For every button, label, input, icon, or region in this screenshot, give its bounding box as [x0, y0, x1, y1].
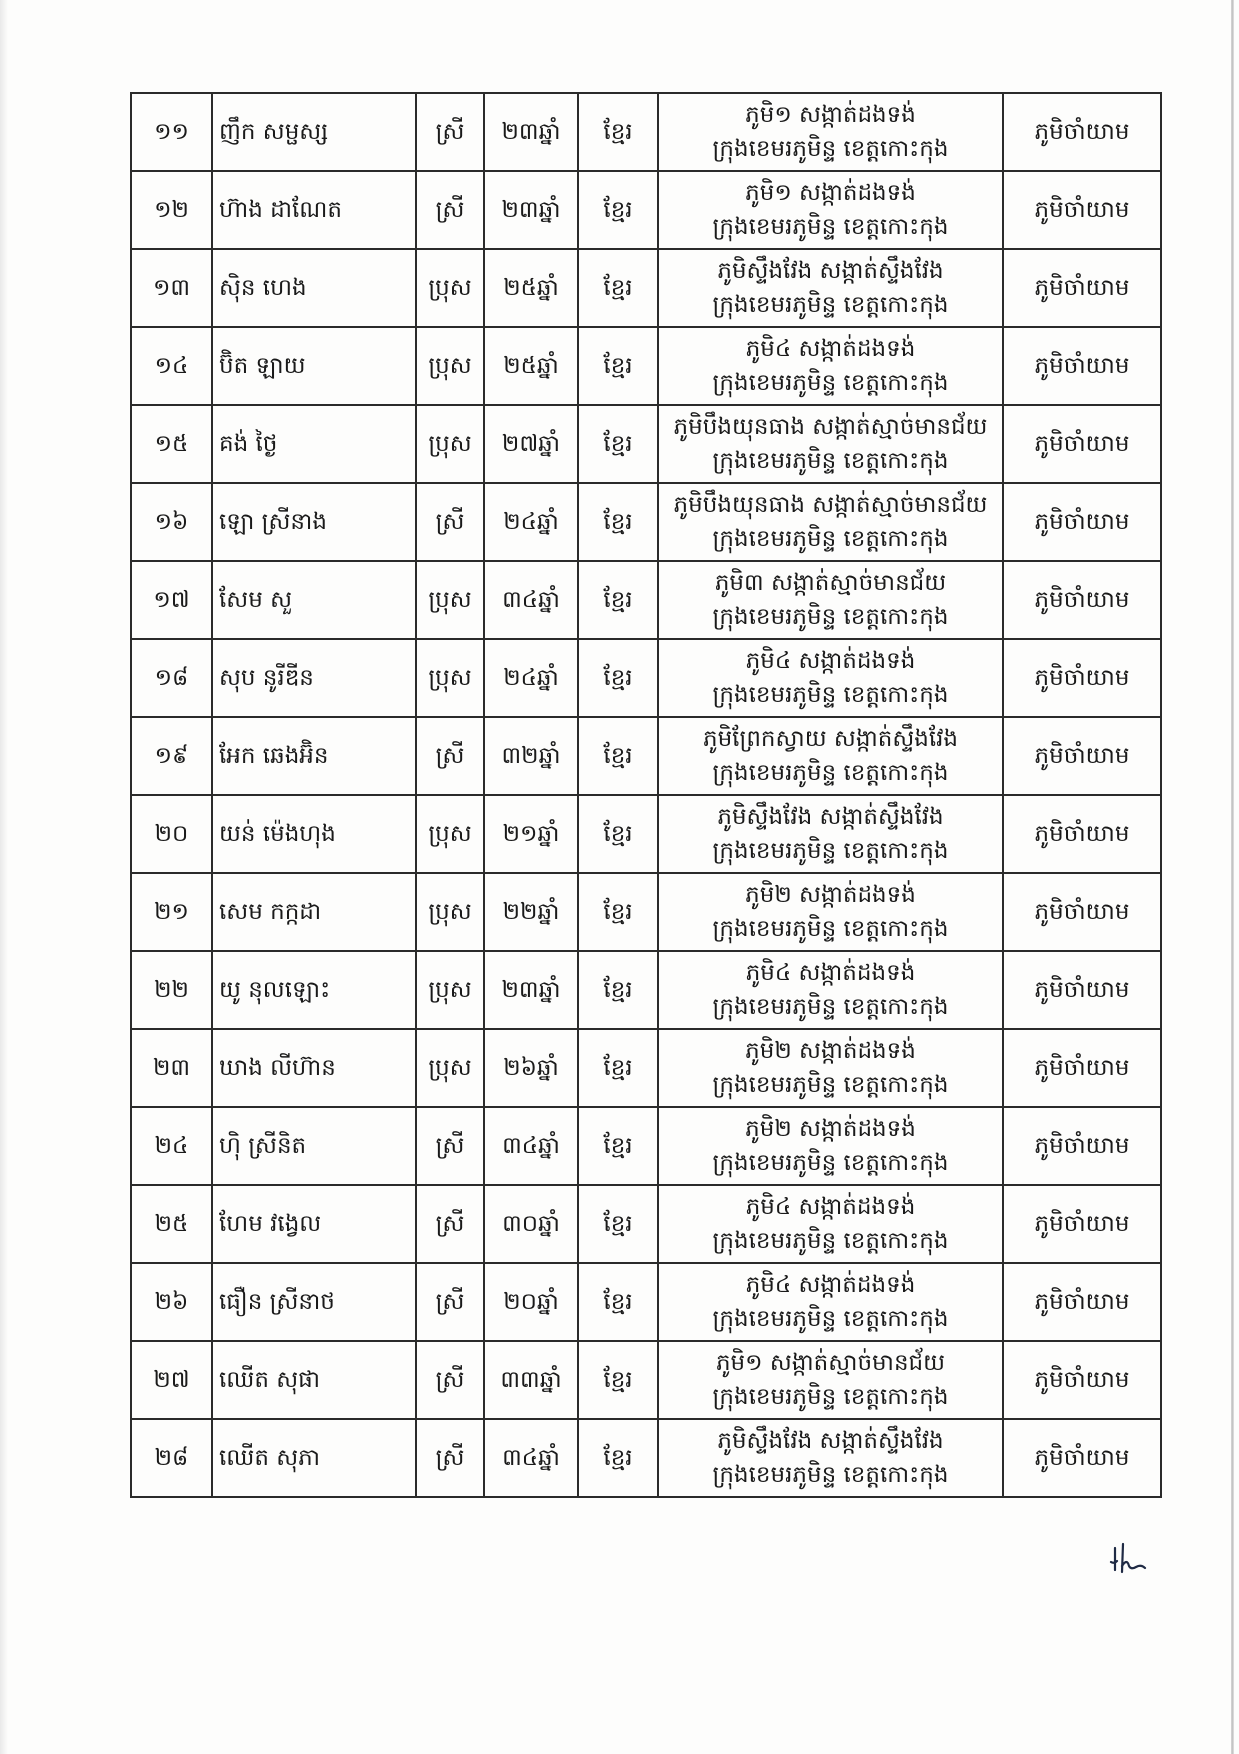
- nationality-cell: ខ្មែរ: [578, 951, 658, 1029]
- nationality-cell: ខ្មែរ: [578, 1107, 658, 1185]
- scan-shadow: [0, 0, 8, 1754]
- address-line-1: ភូមិ១ សង្កាត់ដងទង់: [745, 102, 916, 128]
- sex-cell: ស្រី: [416, 93, 484, 171]
- table-row: [131, 1341, 1161, 1419]
- address-line-1: ភូមិ៤ សង្កាត់ដងទង់: [745, 1194, 916, 1220]
- age-cell: ២៣ឆ្នាំ: [484, 93, 578, 171]
- sex-cell: ប្រុស: [416, 561, 484, 639]
- sex-cell: ប្រុស: [416, 873, 484, 951]
- table-row: [131, 795, 1161, 873]
- address-line-2: ក្រុងខេមរភូមិន្ទ ខេត្តកោះកុង: [712, 1228, 949, 1254]
- table-row: [131, 1029, 1161, 1107]
- sex-cell: ប្រុស: [416, 405, 484, 483]
- role-cell: ភូមិចាំយាម: [1003, 717, 1161, 795]
- age-cell: ២៥ឆ្នាំ: [484, 249, 578, 327]
- person-name: ហ៊ាង ដាណែត: [212, 171, 416, 249]
- address-cell: [658, 951, 1003, 1029]
- address-cell: [658, 561, 1003, 639]
- row-number: ២៧: [131, 1341, 212, 1419]
- address-line-1: ភូមិ១ សង្កាត់ស្មាច់មានជ័យ: [715, 1350, 946, 1376]
- sex-cell: ស្រី: [416, 171, 484, 249]
- row-number: ២០: [131, 795, 212, 873]
- person-name: ធឿន ស្រីនាថ: [212, 1263, 416, 1341]
- table-row: [131, 717, 1161, 795]
- row-number: ១៩: [131, 717, 212, 795]
- person-name: ប៊ិត ឡាយ: [212, 327, 416, 405]
- role-cell: ភូមិចាំយាម: [1003, 639, 1161, 717]
- nationality-cell: ខ្មែរ: [578, 171, 658, 249]
- address-line-1: ភូមិស្ទឹងវែង សង្កាត់ស្ទឹងវែង: [717, 1428, 944, 1454]
- table-row: [131, 1185, 1161, 1263]
- age-cell: ២០ឆ្នាំ: [484, 1263, 578, 1341]
- person-name: ឈើត សុផា: [212, 1341, 416, 1419]
- age-cell: ២២ឆ្នាំ: [484, 873, 578, 951]
- address-cell: [658, 1341, 1003, 1419]
- sex-cell: ស្រី: [416, 1263, 484, 1341]
- sex-cell: ប្រុស: [416, 951, 484, 1029]
- address-line-2: ក្រុងខេមរភូមិន្ទ ខេត្តកោះកុង: [712, 682, 949, 708]
- table-row: [131, 249, 1161, 327]
- address-line-2: ក្រុងខេមរភូមិន្ទ ខេត្តកោះកុង: [712, 604, 949, 630]
- address-line-1: ភូមិ៤ សង្កាត់ដងទង់: [745, 648, 916, 674]
- address-line-1: ភូមិ១ សង្កាត់ដងទង់: [745, 180, 916, 206]
- role-cell: ភូមិចាំយាម: [1003, 1419, 1161, 1497]
- sex-cell: ប្រុស: [416, 639, 484, 717]
- sex-cell: ប្រុស: [416, 249, 484, 327]
- address-cell: [658, 171, 1003, 249]
- sex-cell: ស្រី: [416, 1185, 484, 1263]
- role-cell: ភូមិចាំយាម: [1003, 1029, 1161, 1107]
- address-line-2: ក្រុងខេមរភូមិន្ទ ខេត្តកោះកុង: [712, 448, 949, 474]
- row-number: ១៨: [131, 639, 212, 717]
- table-row: [131, 93, 1161, 171]
- nationality-cell: ខ្មែរ: [578, 639, 658, 717]
- age-cell: ៣៤ឆ្នាំ: [484, 1107, 578, 1185]
- address-line-2: ក្រុងខេមរភូមិន្ទ ខេត្តកោះកុង: [712, 136, 949, 162]
- address-line-1: ភូមិ៤ សង្កាត់ដងទង់: [745, 960, 916, 986]
- address-line-2: ក្រុងខេមរភូមិន្ទ ខេត្តកោះកុង: [712, 526, 949, 552]
- person-name: ហែម វង្វេល: [212, 1185, 416, 1263]
- roster-table: [130, 92, 1162, 1498]
- role-cell: ភូមិចាំយាម: [1003, 873, 1161, 951]
- nationality-cell: ខ្មែរ: [578, 405, 658, 483]
- sex-cell: ស្រី: [416, 483, 484, 561]
- row-number: ២៣: [131, 1029, 212, 1107]
- address-line-1: ភូមិ២ សង្កាត់ដងទង់: [745, 882, 916, 908]
- row-number: ១៣: [131, 249, 212, 327]
- nationality-cell: ខ្មែរ: [578, 873, 658, 951]
- role-cell: ភូមិចាំយាម: [1003, 951, 1161, 1029]
- role-cell: ភូមិចាំយាម: [1003, 1107, 1161, 1185]
- nationality-cell: ខ្មែរ: [578, 795, 658, 873]
- nationality-cell: ខ្មែរ: [578, 717, 658, 795]
- address-line-1: ភូមិបឹងយុនធាង សង្កាត់ស្មាច់មានជ័យ: [673, 492, 988, 518]
- address-line-1: ភូមិ២ សង្កាត់ដងទង់: [745, 1116, 916, 1142]
- address-line-2: ក្រុងខេមរភូមិន្ទ ខេត្តកោះកុង: [712, 994, 949, 1020]
- age-cell: ៣០ឆ្នាំ: [484, 1185, 578, 1263]
- address-cell: [658, 1263, 1003, 1341]
- address-cell: [658, 327, 1003, 405]
- address-line-1: ភូមិស្ទឹងវែង សង្កាត់ស្ទឹងវែង: [717, 804, 944, 830]
- nationality-cell: ខ្មែរ: [578, 1263, 658, 1341]
- table-row: [131, 327, 1161, 405]
- row-number: ១៧: [131, 561, 212, 639]
- address-line-1: ភូមិព្រែកស្វាយ សង្កាត់ស្ទឹងវែង: [702, 726, 959, 752]
- row-number: ២២: [131, 951, 212, 1029]
- address-cell: [658, 717, 1003, 795]
- nationality-cell: ខ្មែរ: [578, 93, 658, 171]
- age-cell: ២៤ឆ្នាំ: [484, 483, 578, 561]
- sex-cell: ស្រី: [416, 1107, 484, 1185]
- page-edge: [1231, 0, 1234, 1754]
- person-name: ឈើត សុភា: [212, 1419, 416, 1497]
- address-line-2: ក្រុងខេមរភូមិន្ទ ខេត្តកោះកុង: [712, 838, 949, 864]
- age-cell: ៣២ឆ្នាំ: [484, 717, 578, 795]
- person-name: អែក ឆេងអ៊ិន: [212, 717, 416, 795]
- age-cell: ២៣ឆ្នាំ: [484, 951, 578, 1029]
- role-cell: ភូមិចាំយាម: [1003, 249, 1161, 327]
- address-cell: [658, 405, 1003, 483]
- role-cell: ភូមិចាំយាម: [1003, 171, 1161, 249]
- person-name: យន់ ម៉េងហុង: [212, 795, 416, 873]
- address-line-2: ក្រុងខេមរភូមិន្ទ ខេត្តកោះកុង: [712, 1150, 949, 1176]
- table-row: [131, 951, 1161, 1029]
- role-cell: ភូមិចាំយាម: [1003, 795, 1161, 873]
- row-number: ២៥: [131, 1185, 212, 1263]
- nationality-cell: ខ្មែរ: [578, 483, 658, 561]
- role-cell: ភូមិចាំយាម: [1003, 405, 1161, 483]
- person-name: ហ៊ិ ស្រីនិត: [212, 1107, 416, 1185]
- address-line-2: ក្រុងខេមរភូមិន្ទ ខេត្តកោះកុង: [712, 1306, 949, 1332]
- age-cell: ២៧ឆ្នាំ: [484, 405, 578, 483]
- nationality-cell: ខ្មែរ: [578, 561, 658, 639]
- row-number: ១៤: [131, 327, 212, 405]
- sex-cell: ស្រី: [416, 1341, 484, 1419]
- person-name: សុប នូរីឌីន: [212, 639, 416, 717]
- address-cell: [658, 1419, 1003, 1497]
- table-row: [131, 1263, 1161, 1341]
- roster-body: [131, 93, 1161, 1497]
- role-cell: ភូមិចាំយាម: [1003, 327, 1161, 405]
- row-number: ១៥: [131, 405, 212, 483]
- role-cell: ភូមិចាំយាម: [1003, 1263, 1161, 1341]
- table-row: [131, 405, 1161, 483]
- table-row: [131, 873, 1161, 951]
- address-line-1: ភូមិបឹងយុនធាង សង្កាត់ស្មាច់មានជ័យ: [673, 414, 988, 440]
- table-row: [131, 483, 1161, 561]
- row-number: ១២: [131, 171, 212, 249]
- age-cell: ២៦ឆ្នាំ: [484, 1029, 578, 1107]
- person-name: គង់ ថ្ងៃ: [212, 405, 416, 483]
- address-cell: [658, 1107, 1003, 1185]
- address-line-2: ក្រុងខេមរភូមិន្ទ ខេត្តកោះកុង: [712, 760, 949, 786]
- row-number: ២៨: [131, 1419, 212, 1497]
- address-line-1: ភូមិ៣ សង្កាត់ស្មាច់មានជ័យ: [714, 570, 947, 596]
- person-name: ឃាង លីហ៊ាន: [212, 1029, 416, 1107]
- address-line-2: ក្រុងខេមរភូមិន្ទ ខេត្តកោះកុង: [712, 292, 949, 318]
- table-row: [131, 171, 1161, 249]
- role-cell: ភូមិចាំយាម: [1003, 93, 1161, 171]
- row-number: ២១: [131, 873, 212, 951]
- nationality-cell: ខ្មែរ: [578, 1185, 658, 1263]
- age-cell: ៣៤ឆ្នាំ: [484, 1419, 578, 1497]
- table-row: [131, 639, 1161, 717]
- role-cell: ភូមិចាំយាម: [1003, 483, 1161, 561]
- address-line-1: ភូមិស្ទឹងវែង សង្កាត់ស្ទឹងវែង: [717, 258, 944, 284]
- table-row: [131, 1419, 1161, 1497]
- sex-cell: ប្រុស: [416, 795, 484, 873]
- address-cell: [658, 639, 1003, 717]
- nationality-cell: ខ្មែរ: [578, 1341, 658, 1419]
- address-cell: [658, 483, 1003, 561]
- person-name: សែម សួ: [212, 561, 416, 639]
- address-cell: [658, 1029, 1003, 1107]
- address-cell: [658, 873, 1003, 951]
- address-line-1: ភូមិ៤ សង្កាត់ដងទង់: [745, 1272, 916, 1298]
- address-line-2: ក្រុងខេមរភូមិន្ទ ខេត្តកោះកុង: [712, 370, 949, 396]
- nationality-cell: ខ្មែរ: [578, 1419, 658, 1497]
- table-row: [131, 561, 1161, 639]
- age-cell: ២៤ឆ្នាំ: [484, 639, 578, 717]
- row-number: ២៦: [131, 1263, 212, 1341]
- age-cell: ២៥ឆ្នាំ: [484, 327, 578, 405]
- table-row: [131, 1107, 1161, 1185]
- age-cell: ៣៣ឆ្នាំ: [484, 1341, 578, 1419]
- nationality-cell: ខ្មែរ: [578, 1029, 658, 1107]
- address-line-2: ក្រុងខេមរភូមិន្ទ ខេត្តកោះកុង: [712, 916, 949, 942]
- address-cell: [658, 249, 1003, 327]
- row-number: ១៦: [131, 483, 212, 561]
- person-name: យូ នុលឡោះ: [212, 951, 416, 1029]
- address-cell: [658, 795, 1003, 873]
- address-line-1: ភូមិ២ សង្កាត់ដងទង់: [745, 1038, 916, 1064]
- sex-cell: ប្រុស: [416, 1029, 484, 1107]
- person-name: ស៊ិន ហេង: [212, 249, 416, 327]
- role-cell: ភូមិចាំយាម: [1003, 1185, 1161, 1263]
- person-name: សេម កក្កដា: [212, 873, 416, 951]
- address-line-2: ក្រុងខេមរភូមិន្ទ ខេត្តកោះកុង: [712, 1072, 949, 1098]
- sex-cell: ស្រី: [416, 717, 484, 795]
- address-line-1: ភូមិ៤ សង្កាត់ដងទង់: [745, 336, 916, 362]
- sex-cell: ស្រី: [416, 1419, 484, 1497]
- row-number: ២៤: [131, 1107, 212, 1185]
- person-name: ឡេា ស្រីនាង: [212, 483, 416, 561]
- role-cell: ភូមិចាំយាម: [1003, 561, 1161, 639]
- address-line-2: ក្រុងខេមរភូមិន្ទ ខេត្តកោះកុង: [712, 1462, 949, 1488]
- address-line-2: ក្រុងខេមរភូមិន្ទ ខេត្តកោះកុង: [712, 214, 949, 240]
- person-name: ញឹក សម្ផស្ស: [212, 93, 416, 171]
- sex-cell: ប្រុស: [416, 327, 484, 405]
- signature-initials: [1105, 1540, 1153, 1580]
- role-cell: ភូមិចាំយាម: [1003, 1341, 1161, 1419]
- age-cell: ២៣ឆ្នាំ: [484, 171, 578, 249]
- age-cell: ៣៤ឆ្នាំ: [484, 561, 578, 639]
- address-cell: [658, 93, 1003, 171]
- address-cell: [658, 1185, 1003, 1263]
- nationality-cell: ខ្មែរ: [578, 249, 658, 327]
- row-number: ១១: [131, 93, 212, 171]
- nationality-cell: ខ្មែរ: [578, 327, 658, 405]
- age-cell: ២១ឆ្នាំ: [484, 795, 578, 873]
- address-line-2: ក្រុងខេមរភូមិន្ទ ខេត្តកោះកុង: [712, 1384, 949, 1410]
